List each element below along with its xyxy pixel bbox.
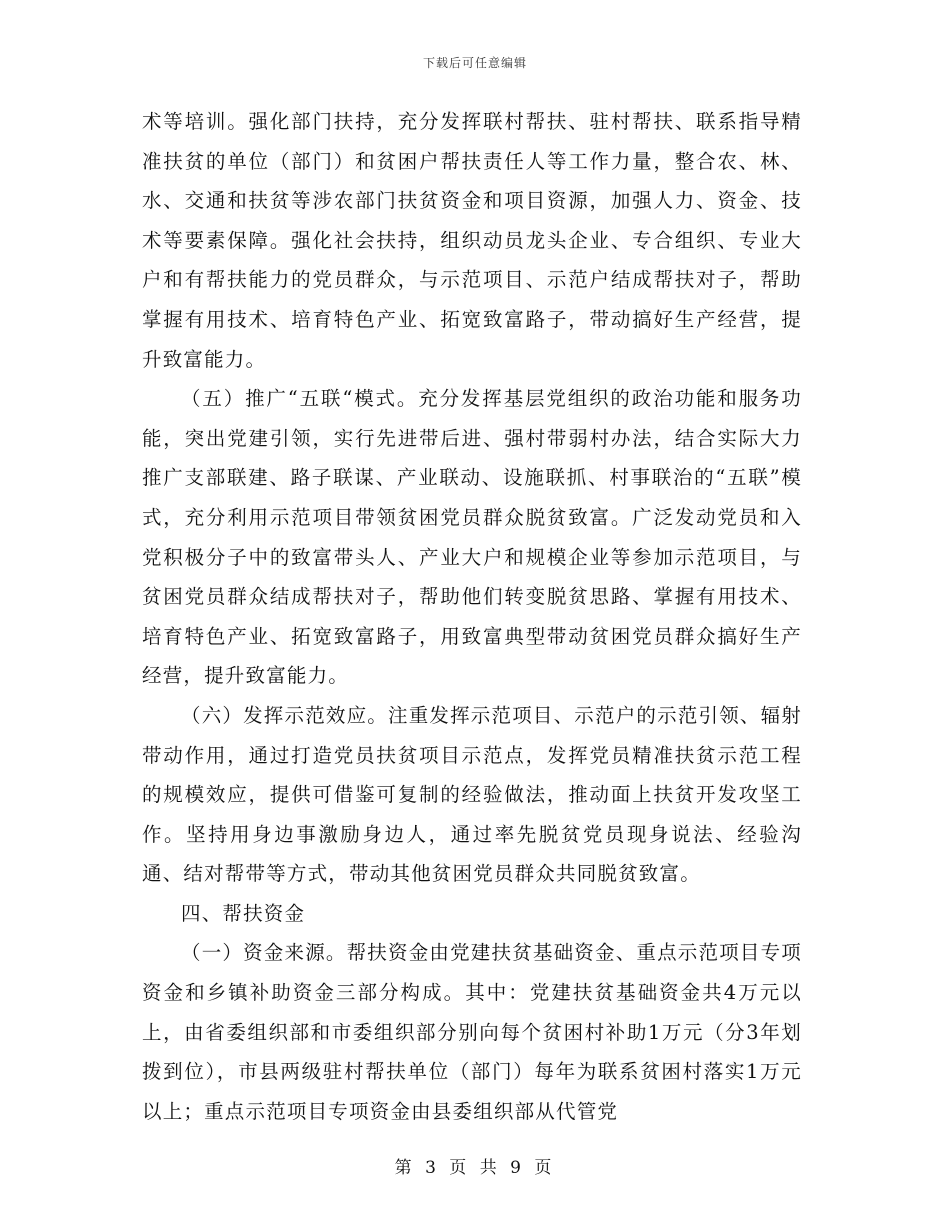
paragraph-2: （五）推广“五联“模式。充分发挥基层党组织的政治功能和服务功能，突出党建引领，实行先进带后进、强村带弱村办法，结合实际大力推广支部联建、路子联谋、产业联动、设施联抓、村事联治的“五联”模式，充分利用示范项目带领贫困党员群众脱贫致富。广泛发动党员和入党积极分子中的致富带头人、产业大户和规模企业等参加示范项目，与贫困党员群众结成帮扶对子，帮助他们转变脱贫思路、掌握有用技术、培育特色产业、拓宽致富路子，用致富典型带动贫困党员群众搞好生产经营，提升致富能力。 [142,387,802,688]
paragraph-1: 术等培训。强化部门扶持，充分发挥联村帮扶、驻村帮扶、联系指导精准扶贫的单位（部门）和贫困户帮扶责任人等工作力量，整合农、林、水、交通和扶贫等涉农部门扶贫资金和项目资源，加强人力、资金、技术等要素保障。强化社会扶持，组织动员龙头企业、专合组织、专业大户和有帮扶能力的党员群众，与示范项目、示范户结成帮扶对子，帮助掌握有用技术、培育特色产业、拓宽致富路子，带动搞好生产经营，提升致富能力。 [142,110,802,371]
paragraph-4: （一）资金来源。帮扶资金由党建扶贫基础资金、重点示范项目专项资金和乡镇补助资金三部分构成。其中：党建扶贫基础资金共4万元以上，由省委组织部和市委组织部分别向每个贫困村补助1万元（分3年划拨到位），市县两级驻村帮扶单位（部门）每年为联系贫困村落实1万元以上；重点示范项目专项资金由县委组织部从代管党 [142,941,803,1123]
page-header: 下载后可任意编辑 [422,56,527,70]
paragraph-3: （六）发挥示范效应。注重发挥示范项目、示范户的示范引领、辐射带动作用，通过打造党员扶贫项目示范点，发挥党员精准扶贫示范工程的规模效应，提供可借鉴可复制的经验做法，推动面上扶贫开发攻坚工作。坚持用身边事激励身边人，通过率先脱贫党员现身说法、经验沟通、结对帮带等方式，带动其他贫困党员群众共同脱贫致富。 [142,703,803,886]
page-number: 第 3 页 共 9 页 [394,1158,556,1178]
document-body [142,102,802,1131]
section-heading: 四、帮扶资金 [181,901,306,925]
